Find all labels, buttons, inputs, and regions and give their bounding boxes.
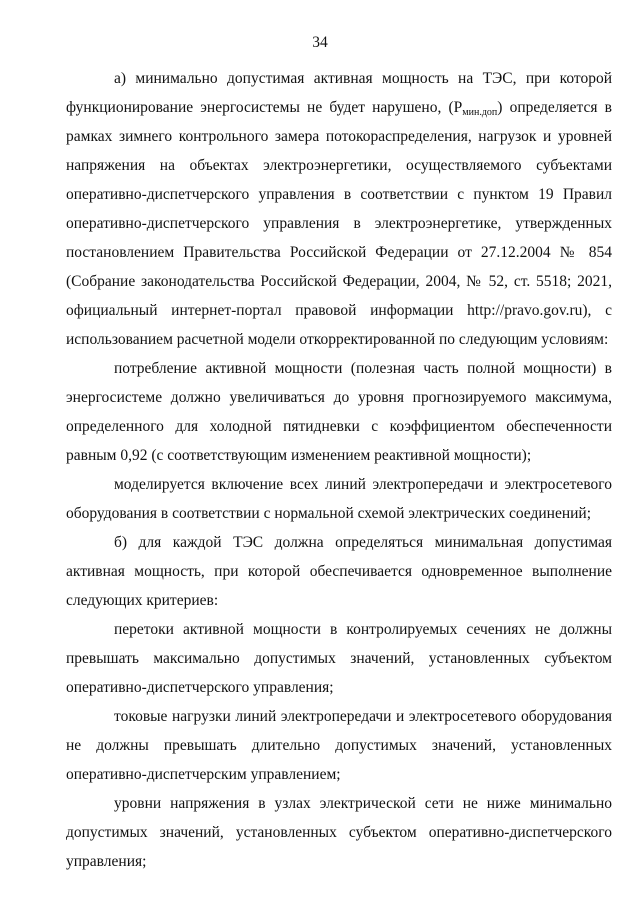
- paragraph-current-criterion: токовые нагрузки линий электропередачи и электросетевого оборудования не должны превышать длительно допустимых значений, установленных оперативно-диспетчерским управлением;: [66, 708, 612, 783]
- paragraph-lines-condition: моделируется включение всех линий электропередачи и электросетевого оборудования в соответствии с нормальной схемой электрических соединений;: [66, 476, 612, 522]
- paragraph-a-text-end: ) определяется в рамках зимнего контрольного замера потокораспределения, нагрузок и уровней напряжения на объектах электроэнергетики, осуществляемого субъектами оперативно-диспетчерского управления в соответствии с пунктом 19 Правил оперативно-диспетчерского управления в электроэнергетике, утвержденных постановлением Правительства Российской Федерации от 27.12.2004 № 854 (Собрание законодательства Российской Федерации, 2004, № 52, ст. 5518; 2021, официальный интернет-портал правовой информации http://pravo.gov.ru), с использованием расчетной модели откорректированной по следующим условиям:: [66, 99, 613, 348]
- p-min-subscript: мин.доп: [462, 107, 498, 118]
- paragraph-a-text-start: а) минимально допустимая активная мощность на ТЭС, при которой функционирование энергосистемы не будет нарушено, (P: [66, 70, 612, 116]
- paragraph-a: [66, 64, 612, 354]
- paragraph-b: б) для каждой ТЭС должна определяться минимальная допустимая активная мощность, при которой обеспечивается одновременное выполнение следующих критериев:: [66, 534, 612, 609]
- page-number: 34: [312, 34, 328, 51]
- paragraph-voltage-criterion: уровни напряжения в узлах электрической сети не ниже минимально допустимых значений, установленных субъектом оперативно-диспетчерского управления;: [66, 795, 612, 870]
- paragraph-flow-criterion: перетоки активной мощности в контролируемых сечениях не должны превышать максимально допустимых значений, установленных субъектом оперативно-диспетчерского управления;: [66, 621, 612, 696]
- document-body: [66, 64, 612, 876]
- paragraph-consumption-condition: потребление активной мощности (полезная часть полной мощности) в энергосистеме должно увеличиваться до уровня прогнозируемого максимума, определенного для холодной пятидневки с коэффициентом обеспеченности равным 0,92 (с соответствующим изменением реактивной мощности);: [66, 360, 612, 464]
